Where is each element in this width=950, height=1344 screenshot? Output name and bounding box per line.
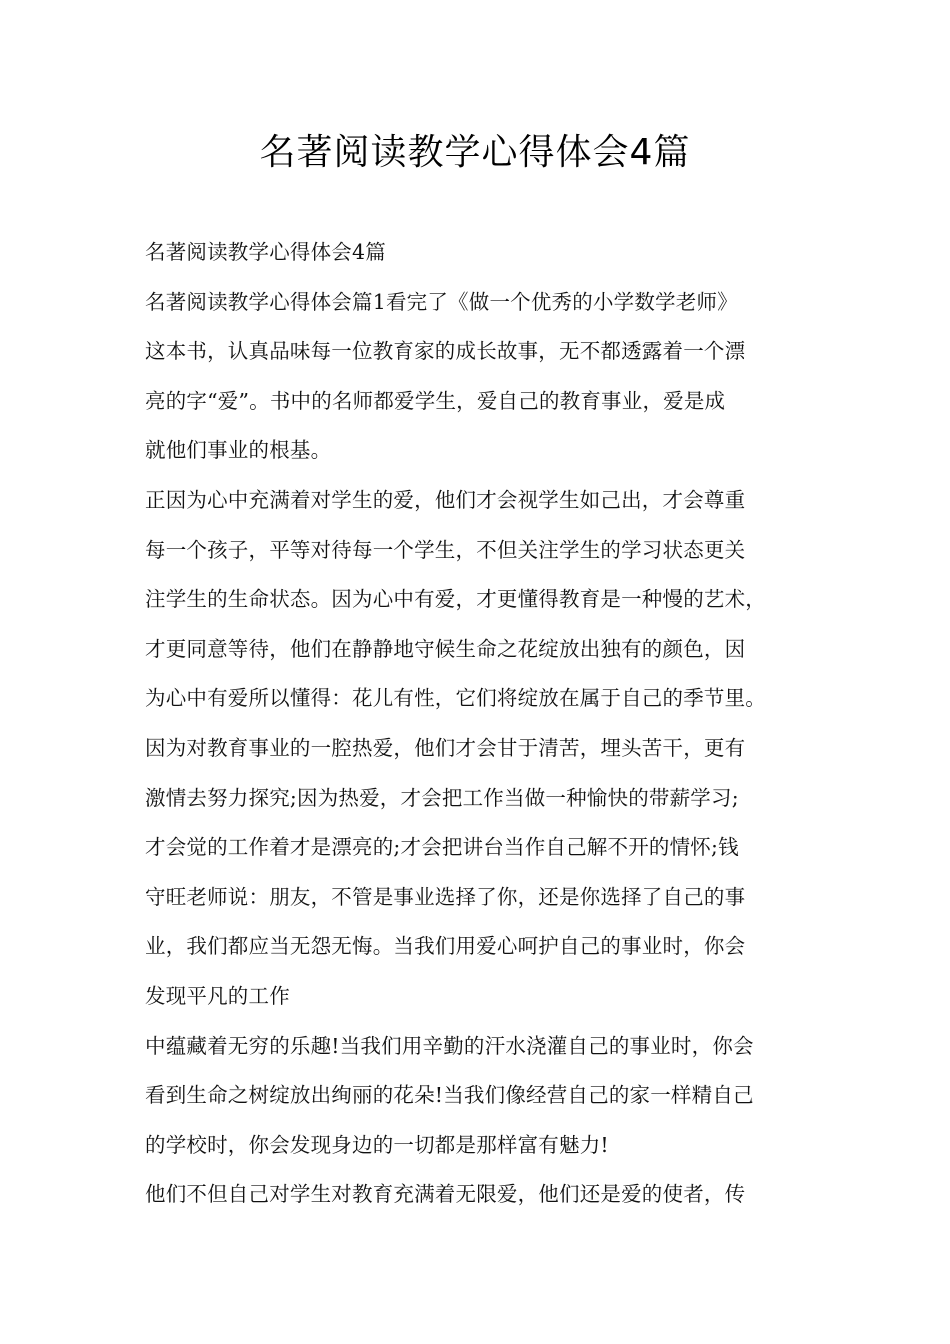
text-line: 亮的字“爱”。书中的名师都爱学生，爱自己的教育事业，爱是成: [145, 388, 726, 413]
text-line: 看到生命之树绽放出绚丽的花朵!当我们像经营自己的家一样精自己: [145, 1083, 754, 1108]
text-line: 名著阅读教学心得体会4篇: [145, 240, 386, 264]
text-line: 中蕴藏着无穷的乐趣!当我们用辛勤的汗水浇灌自己的事业时，你会: [145, 1033, 754, 1058]
text-line: 每一个孩子，平等对待每一个学生，不但关注学生的学习状态更关: [145, 537, 746, 562]
text-line: 注学生的生命状态。因为心中有爱，才更懂得教育是一种慢的艺术，: [145, 587, 766, 612]
text-line: 的学校时，你会发现身边的一切都是那样富有魅力!: [145, 1132, 609, 1157]
text-line: 就他们事业的根基。: [145, 438, 332, 463]
text-line: 才更同意等待，他们在静静地守候生命之花绽放出独有的颜色，因: [145, 636, 746, 661]
text-line: 守旺老师说：朋友，不管是事业选择了你，还是你选择了自己的事: [145, 884, 746, 909]
document-title: 名著阅读教学心得体会4篇: [259, 132, 691, 173]
document-body: [145, 228, 825, 1220]
text-line: 这本书，认真品味每一位教育家的成长故事，无不都透露着一个漂: [145, 339, 746, 364]
text-line: 他们不但自己对学生对教育充满着无限爱，他们还是爱的使者，传: [145, 1182, 746, 1207]
text-line: 才会觉的工作着才是漂亮的;才会把讲台当作自己解不开的情怀;钱: [145, 835, 739, 860]
text-line: 业，我们都应当无怨无悔。当我们用爱心呵护自己的事业时，你会: [145, 934, 746, 959]
text-line: 名著阅读教学心得体会篇1看完了《做一个优秀的小学数学老师》: [145, 289, 738, 314]
text-line: 因为对教育事业的一腔热爱，他们才会甘于清苦，埋头苦干，更有: [145, 735, 746, 760]
text-line: 为心中有爱所以懂得：花儿有性，它们将绽放在属于自己的季节里。: [145, 686, 766, 711]
text-line: 正因为心中充满着对学生的爱，他们才会视学生如己出，才会尊重: [145, 487, 746, 512]
text-line: 激情去努力探究;因为热爱，才会把工作当做一种愉快的带薪学习;: [145, 785, 739, 810]
text-line: 发现平凡的工作: [145, 983, 290, 1008]
